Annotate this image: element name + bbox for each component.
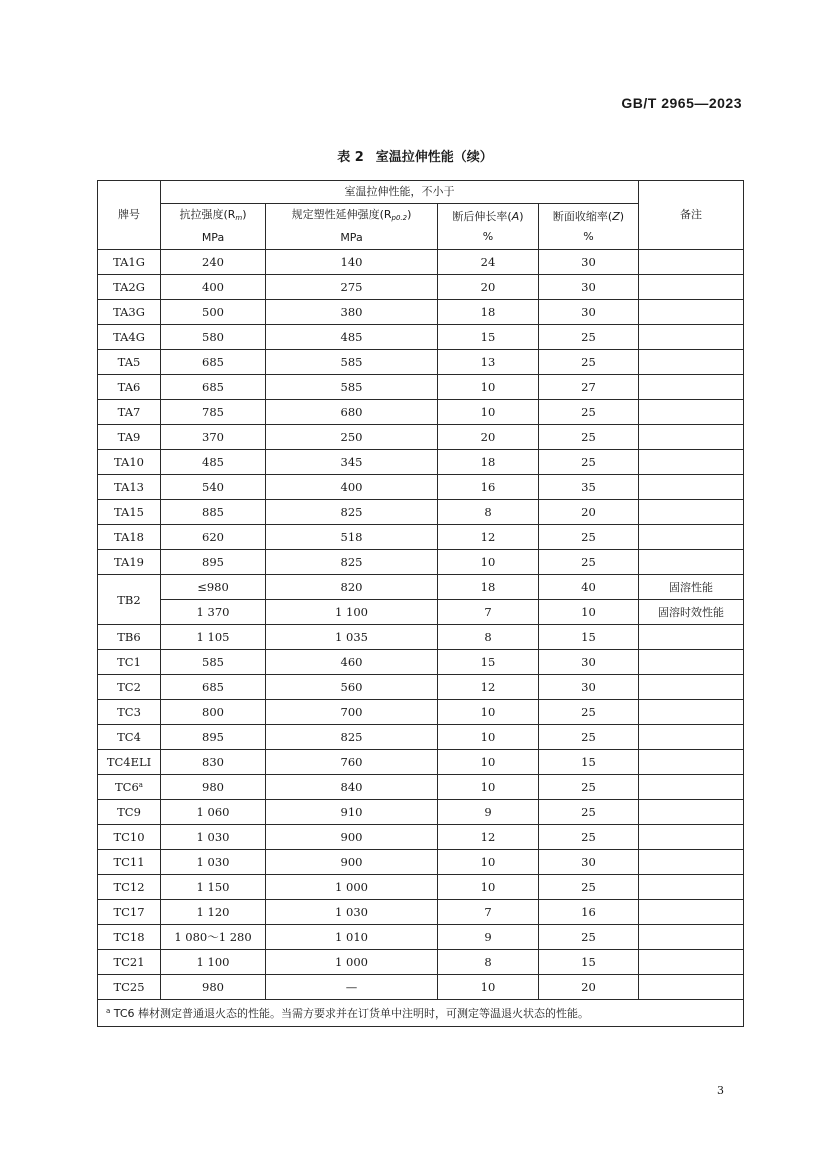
cell-rp: 700 bbox=[266, 700, 438, 725]
cell-a: 15 bbox=[438, 325, 539, 350]
cell-remark bbox=[639, 475, 744, 500]
grade-label: TA6 bbox=[117, 380, 141, 394]
table-row bbox=[98, 450, 744, 475]
cell-grade bbox=[98, 525, 161, 550]
cell-z: 25 bbox=[539, 725, 639, 750]
cell-a: 18 bbox=[438, 300, 539, 325]
cell-rm: 620 bbox=[161, 525, 266, 550]
cell-rm: 1 030 bbox=[161, 825, 266, 850]
table-row bbox=[98, 875, 744, 900]
header-a: 断后伸长率(A) % bbox=[438, 204, 539, 250]
cell-rm: 485 bbox=[161, 450, 266, 475]
table-row bbox=[98, 775, 744, 800]
grade-label: TA5 bbox=[117, 355, 141, 369]
grade-label: TA1G bbox=[113, 255, 145, 269]
cell-z: 16 bbox=[539, 900, 639, 925]
cell-a: 18 bbox=[438, 575, 539, 600]
cell-remark bbox=[639, 275, 744, 300]
cell-rm: 895 bbox=[161, 725, 266, 750]
cell-grade bbox=[98, 550, 161, 575]
cell-rm: 895 bbox=[161, 550, 266, 575]
cell-rp: 1 010 bbox=[266, 925, 438, 950]
grade-label: TC6 bbox=[115, 780, 139, 794]
cell-rm: 1 100 bbox=[161, 950, 266, 975]
cell-rp: 1 000 bbox=[266, 950, 438, 975]
cell-rp: 820 bbox=[266, 575, 438, 600]
cell-a: 10 bbox=[438, 550, 539, 575]
cell-z: 10 bbox=[539, 600, 639, 625]
cell-z: 27 bbox=[539, 375, 639, 400]
cell-a: 10 bbox=[438, 975, 539, 1000]
table-row bbox=[98, 800, 744, 825]
cell-remark bbox=[639, 525, 744, 550]
header-rm-unit: MPa bbox=[201, 231, 225, 244]
header-remark: 备注 bbox=[639, 181, 744, 250]
cell-z: 25 bbox=[539, 450, 639, 475]
cell-rp: 140 bbox=[266, 250, 438, 275]
table-row bbox=[98, 750, 744, 775]
cell-grade bbox=[98, 350, 161, 375]
table-row bbox=[98, 400, 744, 425]
table-row bbox=[98, 500, 744, 525]
cell-rm: 240 bbox=[161, 250, 266, 275]
cell-a: 10 bbox=[438, 400, 539, 425]
cell-a: 9 bbox=[438, 800, 539, 825]
table-title-text: 室温拉伸性能（续） bbox=[375, 150, 493, 165]
table-row bbox=[98, 550, 744, 575]
grade-label: TA19 bbox=[114, 555, 144, 569]
header-rp: 规定塑性延伸强度$(R_{p0.2})$ MPa bbox=[266, 204, 438, 250]
header-z-unit: % bbox=[583, 229, 594, 243]
cell-z: 25 bbox=[539, 350, 639, 375]
cell-z: 30 bbox=[539, 300, 639, 325]
cell-rm: 370 bbox=[161, 425, 266, 450]
cell-z: 25 bbox=[539, 525, 639, 550]
cell-z: 30 bbox=[539, 250, 639, 275]
cell-remark bbox=[639, 925, 744, 950]
cell-remark bbox=[639, 825, 744, 850]
cell-rp: 825 bbox=[266, 500, 438, 525]
cell-rp: — bbox=[266, 975, 438, 1000]
cell-remark bbox=[639, 975, 744, 1000]
cell-rp: 900 bbox=[266, 825, 438, 850]
cell-rm: 580 bbox=[161, 325, 266, 350]
cell-rm: 400 bbox=[161, 275, 266, 300]
table-row bbox=[98, 325, 744, 350]
cell-remark: 固溶性能 bbox=[639, 575, 744, 600]
cell-grade bbox=[98, 250, 161, 275]
cell-rp: 840 bbox=[266, 775, 438, 800]
cell-rp: 485 bbox=[266, 325, 438, 350]
cell-rm: 685 bbox=[161, 375, 266, 400]
grade-label: TC25 bbox=[113, 980, 145, 994]
cell-z: 25 bbox=[539, 800, 639, 825]
grade-label: TC4ELI bbox=[106, 755, 152, 769]
cell-a: 10 bbox=[438, 850, 539, 875]
table-row bbox=[98, 475, 744, 500]
cell-rm: 1 150 bbox=[161, 875, 266, 900]
grade-label: TA15 bbox=[114, 505, 144, 519]
header-z: 断面收缩率(Z) % bbox=[539, 204, 639, 250]
cell-z: 35 bbox=[539, 475, 639, 500]
cell-a: 12 bbox=[438, 825, 539, 850]
cell-z: 20 bbox=[539, 975, 639, 1000]
cell-z: 25 bbox=[539, 425, 639, 450]
cell-grade bbox=[98, 425, 161, 450]
footnote-mark: a bbox=[106, 1007, 111, 1015]
tensile-properties-table bbox=[97, 180, 744, 1027]
cell-z: 25 bbox=[539, 700, 639, 725]
cell-grade bbox=[98, 300, 161, 325]
cell-z: 25 bbox=[539, 775, 639, 800]
cell-remark bbox=[639, 725, 744, 750]
header-group: 室温拉伸性能，不小于 bbox=[161, 181, 639, 204]
cell-grade bbox=[98, 325, 161, 350]
cell-z: 25 bbox=[539, 550, 639, 575]
cell-rp: 760 bbox=[266, 750, 438, 775]
cell-grade bbox=[98, 750, 161, 775]
grade-label: TC10 bbox=[113, 830, 145, 844]
footnote-ref: a bbox=[138, 781, 143, 789]
grade-label: TC9 bbox=[117, 805, 141, 819]
cell-rp: 275 bbox=[266, 275, 438, 300]
cell-rp: 400 bbox=[266, 475, 438, 500]
table-row bbox=[98, 950, 744, 975]
cell-rp: 585 bbox=[266, 350, 438, 375]
table-title bbox=[0, 146, 830, 165]
cell-rm: 1 120 bbox=[161, 900, 266, 925]
cell-z: 25 bbox=[539, 875, 639, 900]
table-row bbox=[98, 300, 744, 325]
table-row bbox=[98, 975, 744, 1000]
cell-grade bbox=[98, 975, 161, 1000]
cell-remark bbox=[639, 425, 744, 450]
header-rm: 抗拉强度$(R_m)$ MPa bbox=[161, 204, 266, 250]
cell-remark bbox=[639, 550, 744, 575]
cell-rm: 980 bbox=[161, 975, 266, 1000]
cell-remark: 固溶时效性能 bbox=[639, 600, 744, 625]
grade-label: TA13 bbox=[114, 480, 144, 494]
cell-rp: 380 bbox=[266, 300, 438, 325]
table-row bbox=[98, 900, 744, 925]
cell-z: 30 bbox=[539, 275, 639, 300]
cell-grade bbox=[98, 475, 161, 500]
table-row-tb2 bbox=[98, 575, 744, 600]
cell-remark bbox=[639, 800, 744, 825]
table-row-tb2 bbox=[98, 600, 744, 625]
cell-remark bbox=[639, 325, 744, 350]
table-row bbox=[98, 725, 744, 750]
table-row bbox=[98, 850, 744, 875]
cell-remark bbox=[639, 775, 744, 800]
cell-grade bbox=[98, 825, 161, 850]
cell-a: 20 bbox=[438, 425, 539, 450]
cell-rm: 685 bbox=[161, 675, 266, 700]
cell-a: 10 bbox=[438, 725, 539, 750]
cell-a: 12 bbox=[438, 525, 539, 550]
cell-a: 10 bbox=[438, 700, 539, 725]
cell-rp: 560 bbox=[266, 675, 438, 700]
cell-rp: 680 bbox=[266, 400, 438, 425]
cell-rm: 1 080～1 280 bbox=[161, 925, 266, 950]
grade-label: TA3G bbox=[113, 305, 145, 319]
cell-a: 8 bbox=[438, 625, 539, 650]
cell-grade bbox=[98, 650, 161, 675]
cell-remark bbox=[639, 875, 744, 900]
cell-rp: 825 bbox=[266, 725, 438, 750]
cell-rp: 1 100 bbox=[266, 600, 438, 625]
cell-a: 9 bbox=[438, 925, 539, 950]
cell-grade bbox=[98, 275, 161, 300]
cell-rp: 1 030 bbox=[266, 900, 438, 925]
cell-grade bbox=[98, 800, 161, 825]
cell-rm: 1 060 bbox=[161, 800, 266, 825]
cell-grade: TB2 bbox=[98, 575, 161, 625]
cell-rp: 825 bbox=[266, 550, 438, 575]
cell-grade bbox=[98, 400, 161, 425]
cell-grade bbox=[98, 500, 161, 525]
cell-grade bbox=[98, 925, 161, 950]
table-number: 表 2 bbox=[337, 150, 364, 165]
cell-rp: 1 000 bbox=[266, 875, 438, 900]
cell-remark bbox=[639, 675, 744, 700]
cell-grade bbox=[98, 375, 161, 400]
cell-rp: 250 bbox=[266, 425, 438, 450]
cell-a: 18 bbox=[438, 450, 539, 475]
cell-remark bbox=[639, 850, 744, 875]
cell-rm: 800 bbox=[161, 700, 266, 725]
cell-a: 10 bbox=[438, 375, 539, 400]
cell-z: 25 bbox=[539, 325, 639, 350]
cell-rm: 685 bbox=[161, 350, 266, 375]
cell-a: 10 bbox=[438, 750, 539, 775]
standard-code: GB/T 2965—2023 bbox=[621, 95, 742, 111]
cell-a: 10 bbox=[438, 775, 539, 800]
table-row bbox=[98, 250, 744, 275]
cell-z: 30 bbox=[539, 650, 639, 675]
grade-label: TC11 bbox=[113, 855, 145, 869]
cell-grade bbox=[98, 850, 161, 875]
grade-label: TC17 bbox=[113, 905, 145, 919]
cell-remark bbox=[639, 500, 744, 525]
cell-a: 8 bbox=[438, 950, 539, 975]
table-row bbox=[98, 525, 744, 550]
cell-rm: 540 bbox=[161, 475, 266, 500]
cell-grade bbox=[98, 700, 161, 725]
cell-rm: 1 105 bbox=[161, 625, 266, 650]
cell-a: 20 bbox=[438, 275, 539, 300]
cell-a: 12 bbox=[438, 675, 539, 700]
cell-rp: 910 bbox=[266, 800, 438, 825]
table-row bbox=[98, 700, 744, 725]
cell-remark bbox=[639, 400, 744, 425]
table-row bbox=[98, 275, 744, 300]
page-number: 3 bbox=[717, 1084, 724, 1097]
cell-remark bbox=[639, 700, 744, 725]
cell-grade bbox=[98, 725, 161, 750]
cell-rp: 460 bbox=[266, 650, 438, 675]
grade-label: TC18 bbox=[113, 930, 145, 944]
cell-rm: 1 370 bbox=[161, 600, 266, 625]
cell-remark bbox=[639, 250, 744, 275]
cell-a: 7 bbox=[438, 600, 539, 625]
cell-a: 7 bbox=[438, 900, 539, 925]
cell-remark bbox=[639, 300, 744, 325]
cell-rm: 830 bbox=[161, 750, 266, 775]
cell-remark bbox=[639, 650, 744, 675]
footnote-text: TC6 棒材测定普通退火态的性能。当需方要求并在订货单中注明时，可测定等温退火状态的性能。 bbox=[110, 1007, 590, 1020]
cell-grade bbox=[98, 450, 161, 475]
table-row bbox=[98, 425, 744, 450]
cell-remark bbox=[639, 625, 744, 650]
cell-z: 25 bbox=[539, 925, 639, 950]
cell-rp: 1 035 bbox=[266, 625, 438, 650]
header-grade: 牌号 bbox=[98, 181, 161, 250]
grade-label: TB6 bbox=[117, 630, 141, 644]
table-row bbox=[98, 350, 744, 375]
cell-z: 30 bbox=[539, 675, 639, 700]
table-row bbox=[98, 375, 744, 400]
grade-label: TC12 bbox=[113, 880, 145, 894]
cell-rp: 585 bbox=[266, 375, 438, 400]
cell-remark bbox=[639, 350, 744, 375]
cell-grade bbox=[98, 675, 161, 700]
cell-a: 15 bbox=[438, 650, 539, 675]
cell-z: 40 bbox=[539, 575, 639, 600]
cell-remark bbox=[639, 450, 744, 475]
table-row bbox=[98, 625, 744, 650]
cell-a: 8 bbox=[438, 500, 539, 525]
table-row bbox=[98, 925, 744, 950]
cell-rp: 900 bbox=[266, 850, 438, 875]
cell-a: 10 bbox=[438, 875, 539, 900]
cell-a: 13 bbox=[438, 350, 539, 375]
grade-label: TA2G bbox=[113, 280, 145, 294]
cell-remark bbox=[639, 750, 744, 775]
cell-z: 20 bbox=[539, 500, 639, 525]
cell-rm: 500 bbox=[161, 300, 266, 325]
cell-remark bbox=[639, 375, 744, 400]
cell-z: 25 bbox=[539, 825, 639, 850]
cell-grade bbox=[98, 775, 161, 800]
grade-label: TC2 bbox=[117, 680, 141, 694]
header-rp-unit: MPa bbox=[340, 231, 363, 244]
grade-label: TC1 bbox=[117, 655, 141, 669]
table-row bbox=[98, 675, 744, 700]
cell-rm: ≤980 bbox=[161, 575, 266, 600]
grade-label: TA7 bbox=[117, 405, 141, 419]
cell-z: 15 bbox=[539, 750, 639, 775]
table-row bbox=[98, 650, 744, 675]
grade-label: TC4 bbox=[117, 730, 141, 744]
cell-z: 25 bbox=[539, 400, 639, 425]
cell-grade bbox=[98, 625, 161, 650]
cell-rm: 785 bbox=[161, 400, 266, 425]
footnote bbox=[98, 1000, 744, 1027]
grade-label: TA10 bbox=[114, 455, 144, 469]
header-a-unit: % bbox=[482, 229, 494, 243]
footnote-row bbox=[98, 1000, 744, 1027]
cell-z: 30 bbox=[539, 850, 639, 875]
cell-rm: 1 030 bbox=[161, 850, 266, 875]
cell-grade bbox=[98, 900, 161, 925]
cell-rp: 345 bbox=[266, 450, 438, 475]
cell-rm: 980 bbox=[161, 775, 266, 800]
cell-grade bbox=[98, 875, 161, 900]
grade-label: TA4G bbox=[113, 330, 145, 344]
grade-label: TC21 bbox=[113, 955, 145, 969]
grade-label: TC3 bbox=[117, 705, 141, 719]
cell-a: 16 bbox=[438, 475, 539, 500]
cell-rp: 518 bbox=[266, 525, 438, 550]
cell-grade bbox=[98, 950, 161, 975]
grade-label: TA18 bbox=[114, 530, 144, 544]
cell-remark bbox=[639, 950, 744, 975]
cell-rm: 585 bbox=[161, 650, 266, 675]
grade-label: TA9 bbox=[117, 430, 141, 444]
cell-z: 15 bbox=[539, 625, 639, 650]
cell-remark bbox=[639, 900, 744, 925]
cell-rm: 885 bbox=[161, 500, 266, 525]
cell-z: 15 bbox=[539, 950, 639, 975]
cell-a: 24 bbox=[438, 250, 539, 275]
table-row bbox=[98, 825, 744, 850]
